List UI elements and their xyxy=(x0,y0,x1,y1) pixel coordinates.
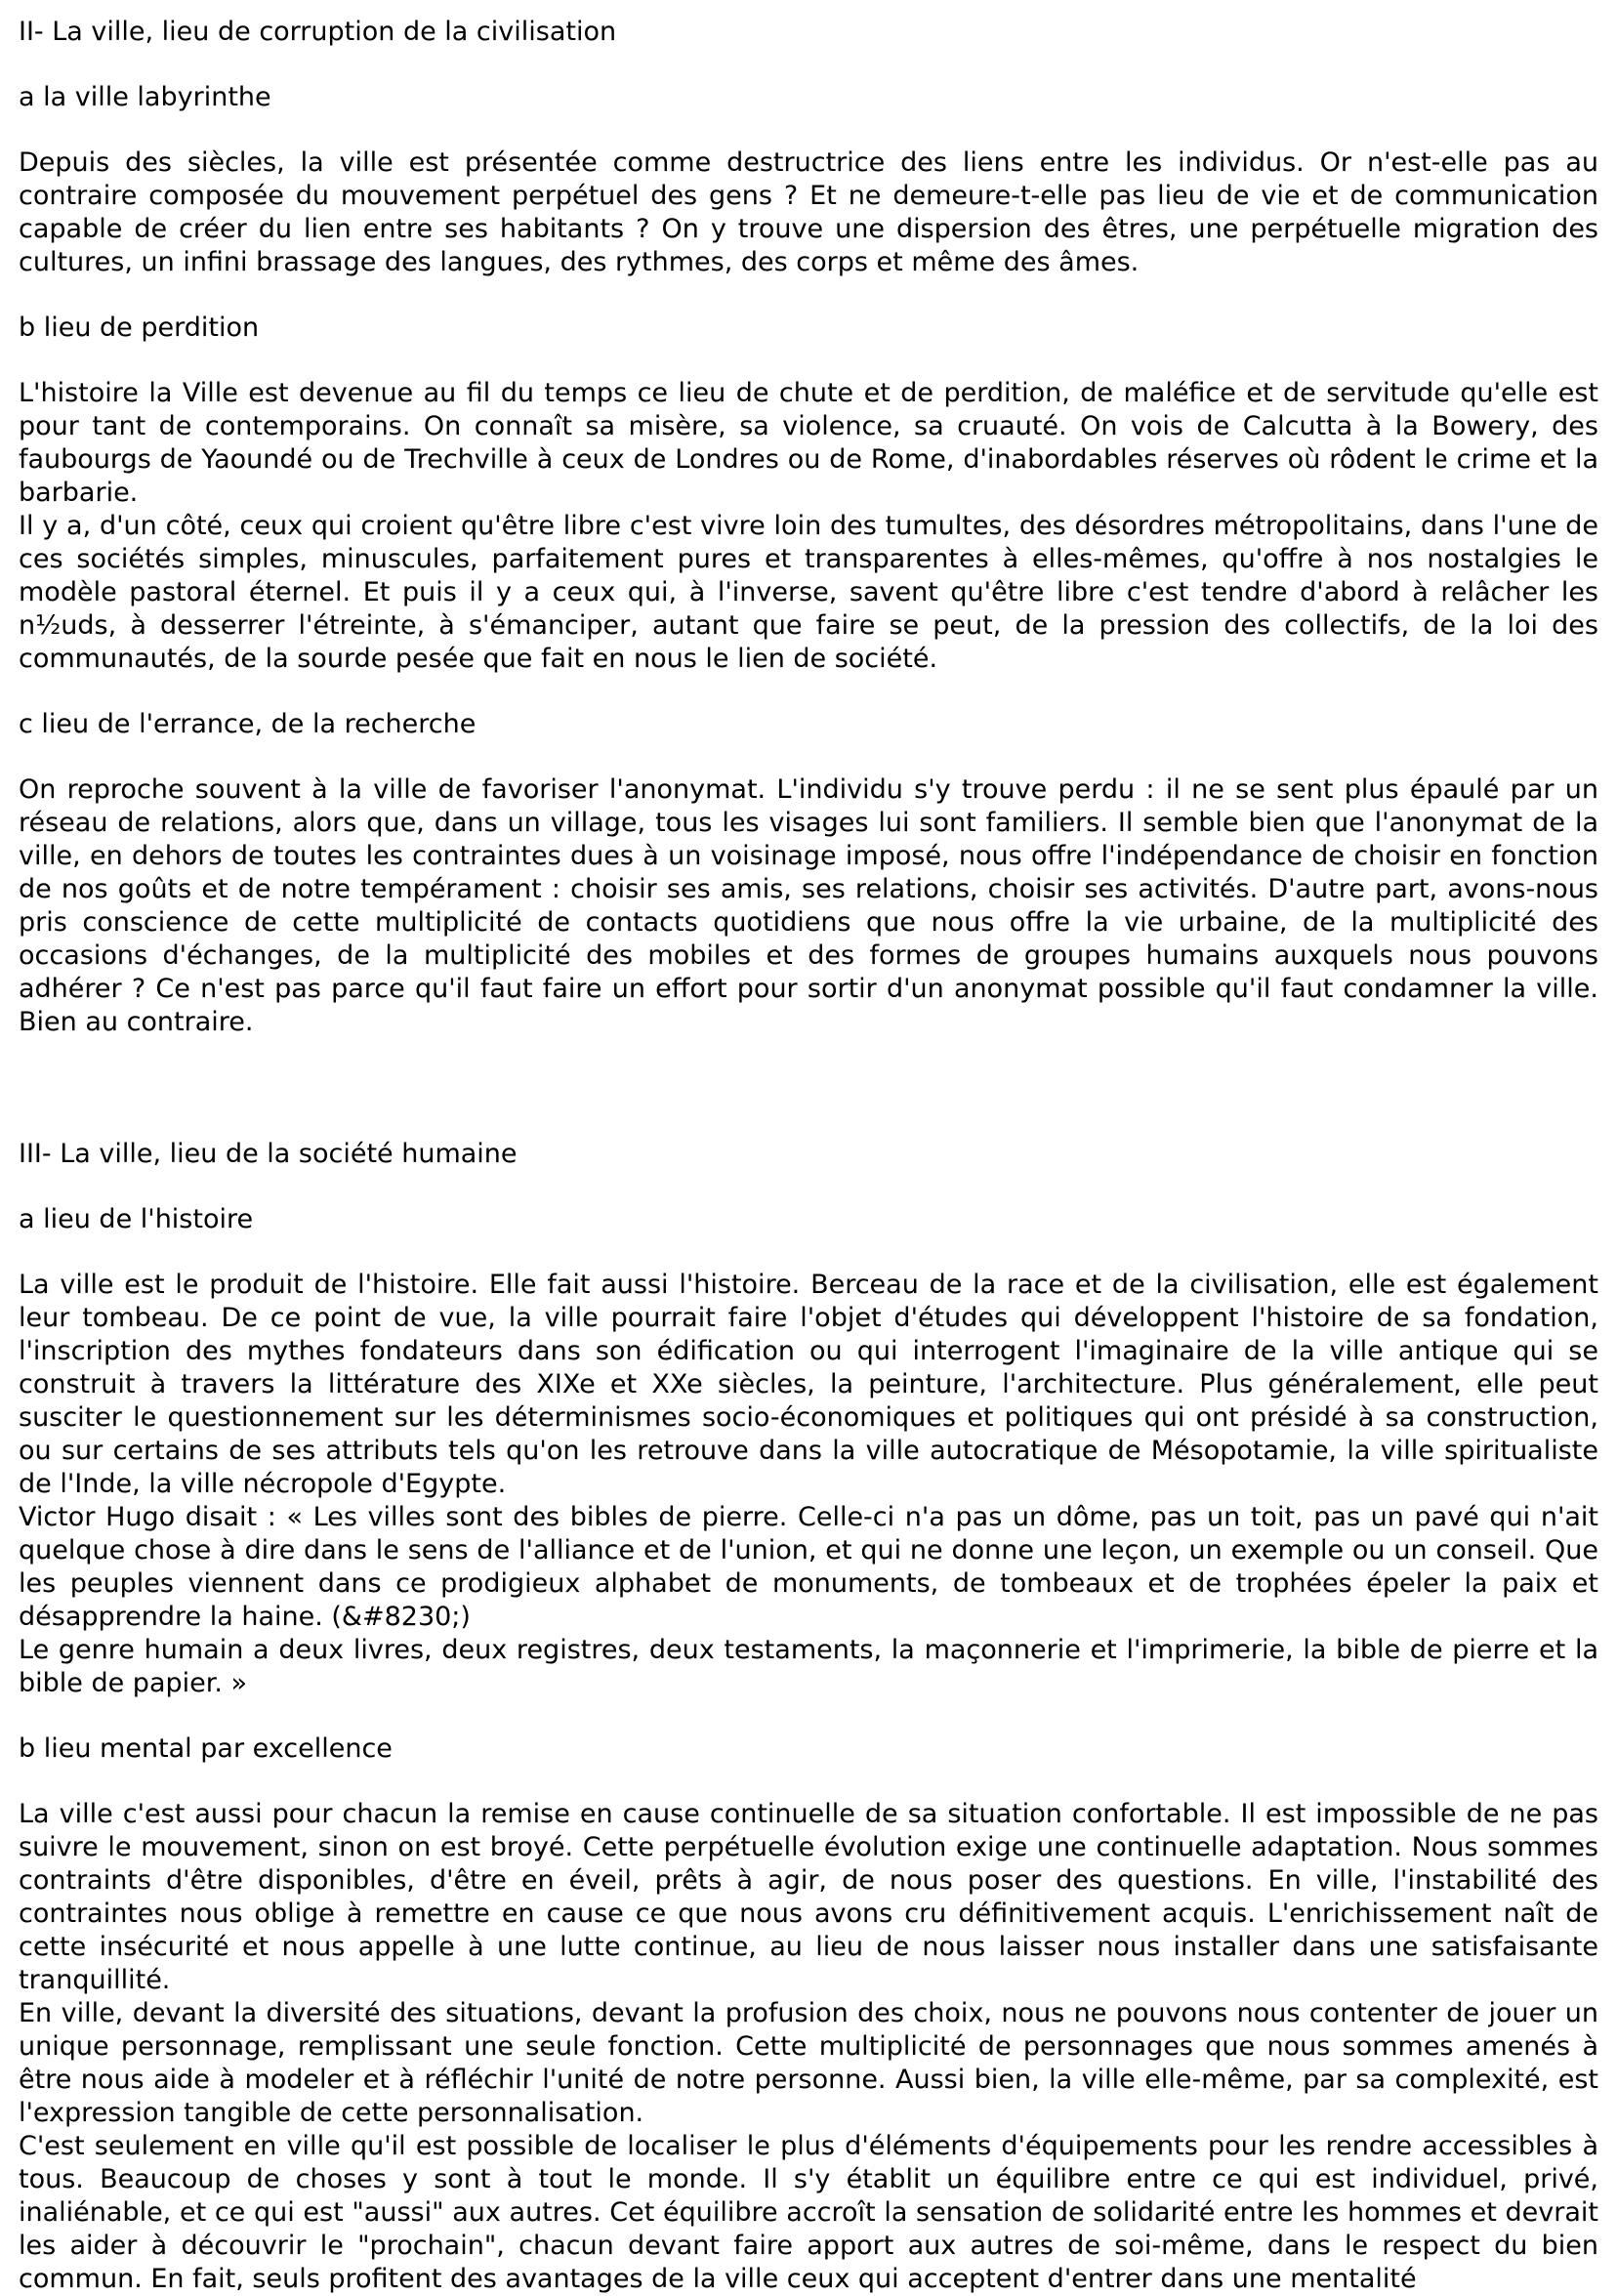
paragraph: C'est seulement en ville qu'il est possible de localiser le plus d'éléments d'équipements pour les rendre accessibles à tous. Beaucoup de choses y sont à tout le monde. Il s'y établit un équilibre entre ce qui est individuel, privé, inaliénable, et ce qui est "aussi" aux autres. Cet équilibre accroît la sensation de solidarité entre les hommes et devrait les aider à découvrir le "prochain", chacun devant faire apport aux autres de soi-même, dans le respect du bien commun. En fait, seuls profitent des avantages de la ville ceux qui acceptent d'entrer dans une mentalité xyxy=(19,2131,1598,2294)
subsection-title: c lieu de l'errance, de la recherche xyxy=(19,709,477,739)
paragraph: En ville, devant la diversité des situations, devant la profusion des choix, nous ne pouvons nous contenter de jouer un unique personnage, remplissant une seule fonction. Cette multiplicité de personnages que nous sommes amenés à être nous aide à modeler et à réfléchir l'unité de notre personne. Aussi bien, la ville elle-même, par sa complexité, est l'expression tangible de cette personnalisation. xyxy=(19,1998,1598,2128)
paragraph: Le genre humain a deux livres, deux registres, deux testaments, la maçonnerie et l'imprimerie, la bible de pierre et la bible de papier. » xyxy=(19,1635,1598,1698)
paragraph: La ville est le produit de l'histoire. Elle fait aussi l'histoire. Berceau de la race et de la civilisation, elle est également leur tombeau. De ce point de vue, la ville pourrait faire l'objet d'études qui développent l'histoire de sa fondation, l'inscription des mythes fondateurs dans son édification ou qui interrogent l'imaginaire de la ville antique qui se construit à travers la littérature des XIXe et XXe siècles, la peinture, l'architecture. Plus généralement, elle peut susciter le questionnement sur les déterminismes socio-économiques et politiques qui ont présidé à sa construction, ou sur certains de ses attributs tels qu'on les retrouve dans la ville autocratique de Mésopotamie, la ville spiritualiste de l'Inde, la ville nécropole d'Egypte. xyxy=(19,1270,1598,1499)
paragraph: L'histoire la Ville est devenue au fil du temps ce lieu de chute et de perdition, de maléfice et de servitude qu'elle est pour tant de contemporains. On connaît sa misère, sa violence, sa cruauté. On vois de Calcutta à la Bowery, des faubourgs de Yaoundé ou de Trechville à ceux de Londres ou de Rome, d'inabordables réserves où rôdent le crime et la barbarie. xyxy=(19,378,1598,508)
subsection-title: b lieu mental par excellence xyxy=(19,1733,393,1764)
paragraph: Depuis des siècles, la ville est présentée comme destructrice des liens entre les individus. Or n'est-elle pas au contraire composée du mouvement perpétuel des gens ? Et ne demeure-t-elle pas lieu de vie et de communication capable de créer du lien entre ses habitants ? On y trouve une dispersion des êtres, une perpétuelle migration des cultures, un infini brassage des langues, des rythmes, des corps et même des âmes. xyxy=(19,147,1598,277)
subsection-title: b lieu de perdition xyxy=(19,313,260,343)
paragraph: Victor Hugo disait : « Les villes sont des bibles de pierre. Celle-ci n'a pas un dôme, pas un toit, pas un pavé qui n'ait quelque chose à dire dans le sens de l'alliance et de l'union, et qui ne donne une leçon, un exemple ou un conseil. Que les peuples viennent dans ce prodigieux alphabet de monuments, de tombeaux et de trophées épeler la paix et désapprendre la haine. (&#8230;) xyxy=(19,1502,1598,1632)
subsection-title: a la ville labyrinthe xyxy=(19,82,271,112)
section-title: III- La ville, lieu de la société humaine xyxy=(19,1139,518,1169)
section-2 xyxy=(19,16,1598,1039)
paragraph: La ville c'est aussi pour chacun la remise en cause continuelle de sa situation confortable. Il est impossible de ne pas suivre le mouvement, sinon on est broyé. Cette perpétuelle évolution exige une continuelle adaptation. Nous sommes contraints d'être disponibles, d'être en éveil, prêts à agir, de nous poser des questions. En ville, l'instabilité des contraintes nous oblige à remettre en cause ce que nous avons cru définitivement acquis. L'enrichissement naît de cette insécurité et nous appelle à une lutte continue, au lieu de nous laisser nous installer dans une satisfaisante tranquillité. xyxy=(19,1799,1598,1995)
subsection-title: a lieu de l'histoire xyxy=(19,1204,254,1234)
section-title: II- La ville, lieu de corruption de la civilisation xyxy=(19,17,617,47)
paragraph: Il y a, d'un côté, ceux qui croient qu'être libre c'est vivre loin des tumultes, des désordres métropolitains, dans l'une de ces sociétés simples, minuscules, parfaitement pures et transparentes à elles-mêmes, qu'offre à nos nostalgies le modèle pastoral éternel. Et puis il y a ceux qui, à l'inverse, savent qu'être libre c'est tendre d'abord à relâcher les n½uds, à desserrer l'étreinte, à s'émanciper, autant que faire se peut, de la pression des collectifs, de la loi des communautés, de la sourde pesée que fait en nous le lien de société. xyxy=(19,511,1598,674)
section-3 xyxy=(19,1138,1598,2296)
document-body xyxy=(19,16,1598,2296)
paragraph: On reproche souvent à la ville de favoriser l'anonymat. L'individu s'y trouve perdu : il ne se sent plus épaulé par un réseau de relations, alors que, dans un village, tous les visages lui sont familiers. Il semble bien que l'anonymat de la ville, en dehors de toutes les contraintes dues à un voisinage imposé, nous offre l'indépendance de choisir en fonction de nos goûts et de notre tempérament : choisir ses amis, ses relations, choisir ses activités. D'autre part, avons-nous pris conscience de cette multiplicité de contacts quotidiens que nous offre la vie urbaine, de la multiplicité des occasions d'échanges, de la multiplicité des mobiles et des formes de groupes humains auxquels nous pouvons adhérer ? Ce n'est pas parce qu'il faut faire un effort pour sortir d'un anonymat possible qu'il faut condamner la ville. Bien au contraire. xyxy=(19,774,1598,1037)
